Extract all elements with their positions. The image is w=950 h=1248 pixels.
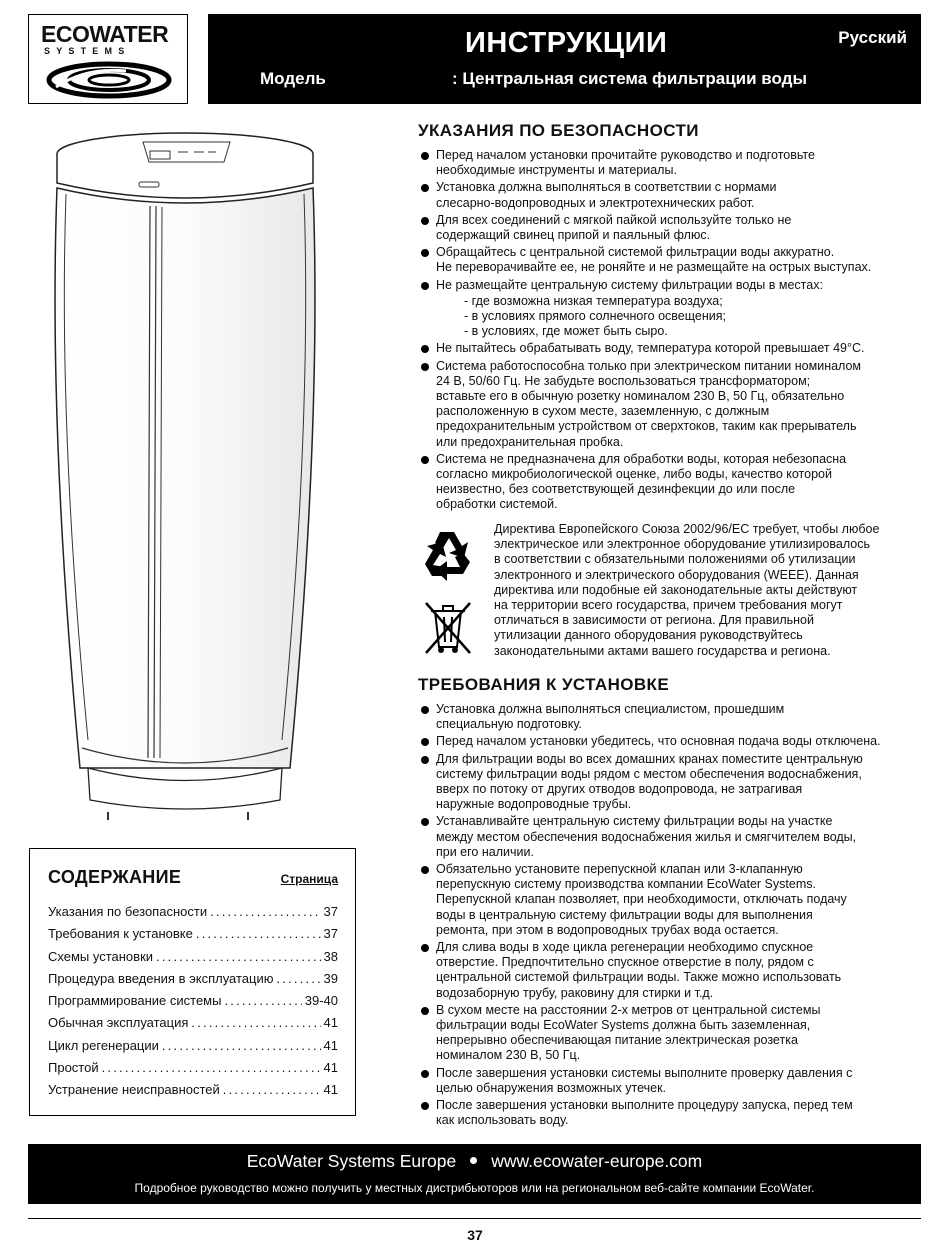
table-of-contents xyxy=(29,848,356,1116)
toc-entry-label: Процедура введения в эксплуатацию xyxy=(48,970,274,986)
language-label: Русский xyxy=(838,28,907,47)
bullet-separator-icon xyxy=(470,1157,477,1164)
list-item: После завершения установки системы выполните проверку давления с целью обнаружения возможных утечек. xyxy=(418,1066,923,1096)
list-item: Для фильтрации воды во всех домашних кранах поместите центральную систему фильтрации воды рядом с местом обеспечения водоснабжения, вверх по потоку от других отводов водопровода, не затрагивая наружные водопроводные трубы. xyxy=(418,752,923,813)
toc-entry-page: 37 xyxy=(323,926,338,942)
toc-entry-label: Программирование системы xyxy=(48,993,222,1009)
toc-entry-label: Простой xyxy=(48,1060,99,1076)
water-filter-illustration xyxy=(48,128,338,828)
sublist-item: - где возможна низкая температура воздуха; xyxy=(464,293,723,308)
toc-entry xyxy=(48,901,338,923)
list-item: После завершения установки выполните процедуру запуска, перед тем как использовать воду. xyxy=(418,1098,923,1128)
list-item: Система работоспособна только при электрическом питании номиналом 24 В, 50/60 Гц. Не забудьте воспользоваться трансформатором; вставьте его в обычную розетку номиналом 230 В, 50 Гц, обязательно расположенную в сухом месте, заземленную, с должным предохранительным устройством от сверхтоков, таким как прерыватель или предохранительная пробка. xyxy=(418,359,923,450)
toc-entry-label: Указания по безопасности xyxy=(48,904,208,919)
toc-entry xyxy=(48,1057,338,1079)
logo-subtitle: SYSTEMS xyxy=(44,46,131,56)
toc-entry-page: 39 xyxy=(323,970,338,986)
installation-list xyxy=(418,702,923,1128)
toc-entry xyxy=(48,1012,338,1034)
toc-entry-label: Цикл регенерации xyxy=(48,1037,159,1053)
toc-entry-label: Требования к установке xyxy=(48,926,193,942)
toc-entry xyxy=(48,923,338,945)
toc-list xyxy=(48,901,338,1102)
recycle-icon xyxy=(418,526,478,586)
list-item: Для слива воды в ходе цикла регенерации необходимо спускное отверстие. Предпочтительно спускное отверстие в полу, рядом с центральной системой фильтрации воды. Также можно использовать водозаборную трубу, раковину для стирки и т.д. xyxy=(418,940,923,1001)
list-item: Устанавливайте центральную систему фильтрации воды на участке между местом обеспечения водоснабжения жилья и смягчителем воды, при его наличии. xyxy=(418,814,923,860)
sublist-item: - в условиях, где может быть сыро. xyxy=(464,324,668,339)
footer-note: Подробное руководство можно получить у местных дистрибьюторов или на региональном веб-сайте компании EcoWater. xyxy=(134,1181,815,1195)
model-label: Модель xyxy=(260,69,326,88)
page-title: ИНСТРУКЦИИ xyxy=(465,27,668,59)
list-item: В сухом месте на расстоянии 2-х метров от центральной системы фильтрации воды EcoWater Systems должна быть заземленная, непрерывно обеспечивающая питание электрическая розетка номиналом 230 В, 50 Гц. xyxy=(418,1003,923,1064)
list-item: Не пытайтесь обрабатывать воду, температура которой превышает 49°C. xyxy=(418,341,923,356)
toc-entry xyxy=(48,968,338,990)
page-number: 37 xyxy=(467,1227,483,1243)
placement-sublist xyxy=(464,294,923,340)
safety-title: УКАЗАНИЯ ПО БЕЗОПАСНОСТИ xyxy=(418,121,699,140)
toc-entry xyxy=(48,946,338,968)
list-item: Система не предназначена для обработки воды, которая небезопасна согласно микробиологической оценке, либо воды, качество которой неизвестно, без соответствующей дезинфекции до или после обработки системой. xyxy=(418,452,923,513)
logo-brand: ECOWATER xyxy=(41,21,169,47)
product-name: : Центральная система фильтрации воды xyxy=(452,69,807,88)
weee-text: Директива Европейского Союза 2002/96/EC требует, чтобы любое электрическое или электронное оборудование утилизировалось в соответствии с обязательными положениями об утилизации электронного и электрического оборудования (WEEE). Данная директива или подобные ей законодательные акты действуют на территории всего государства, причем требования могут отличаться в зависимости от региона. Для правильной утилизации данного оборудования руководствуйтесь законодательными актами вашего государства и региона. xyxy=(494,522,880,658)
sublist-item: - в условиях прямого солнечного освещения; xyxy=(464,309,726,324)
toc-entry xyxy=(48,990,338,1012)
list-item: Перед началом установки прочитайте руководство и подготовьте необходимые инструменты и материалы. xyxy=(418,148,923,178)
toc-entry-page: 41 xyxy=(323,1060,338,1076)
list-item: Установка должна выполняться специалистом, прошедшим специальную подготовку. xyxy=(418,702,923,732)
toc-entry xyxy=(48,1079,338,1101)
footer-bar xyxy=(28,1144,921,1204)
footer-company: EcoWater Systems Europe xyxy=(246,1151,457,1171)
footer-website-link[interactable]: www.ecowater-europe.com xyxy=(491,1151,703,1171)
toc-page-header: Страница xyxy=(280,872,338,886)
list-item: Обращайтесь с центральной системой фильтрации воды аккуратно. Не переворачивайте ее, не роняйте и не размещайте на острых выступах. xyxy=(418,245,923,275)
list-item: Установка должна выполняться в соответствии с нормами слесарно-водопроводных и электротехнических работ. xyxy=(418,180,923,210)
installation-title: ТРЕБОВАНИЯ К УСТАНОВКЕ xyxy=(418,675,670,694)
toc-entry-page: 41 xyxy=(323,1037,338,1053)
list-item: Не размещайте центральную систему фильтрации воды в местах: - где возможна низкая температура воздуха; - в условиях прямого солнечного освещения; - в условиях, где может быть сыро. xyxy=(418,278,923,340)
toc-entry-page: 38 xyxy=(323,948,338,964)
toc-entry-label: Схемы установки xyxy=(48,948,154,964)
toc-entry-label: Обычная эксплуатация xyxy=(48,1015,189,1031)
list-item: Обязательно установите перепускной клапан или 3-клапанную перепускную систему производства компании EcoWater Systems. Перепускной клапан позволяет, при необходимости, отключать подачу воды в центральную систему фильтрации воды для выполнения ремонта, при этом в водопроводных трубах вода остается. xyxy=(418,862,923,938)
crossed-bin-icon xyxy=(418,597,478,659)
toc-entry-page: 41 xyxy=(323,1082,338,1098)
safety-list xyxy=(418,148,923,513)
safety-section xyxy=(418,121,923,515)
toc-title: СОДЕРЖАНИЕ xyxy=(48,867,182,887)
list-item: Перед началом установки убедитесь, что основная подача воды отключена. xyxy=(418,734,923,749)
header-bar xyxy=(208,14,921,104)
toc-entry xyxy=(48,1035,338,1057)
list-item: Для всех соединений с мягкой пайкой используйте только не содержащий свинец припой и паяльный флюс. xyxy=(418,213,923,243)
toc-entry-page: 37 xyxy=(323,904,338,919)
toc-entry-label: Устранение неисправностей xyxy=(48,1082,220,1098)
weee-notice xyxy=(418,522,923,666)
toc-entry-page: 39-40 xyxy=(304,993,338,1009)
ecowater-logo xyxy=(28,14,188,104)
footer-divider xyxy=(28,1218,921,1219)
logo-swirl-icon xyxy=(46,61,172,99)
toc-entry-page: 41 xyxy=(323,1015,338,1031)
installation-section xyxy=(418,675,923,1130)
